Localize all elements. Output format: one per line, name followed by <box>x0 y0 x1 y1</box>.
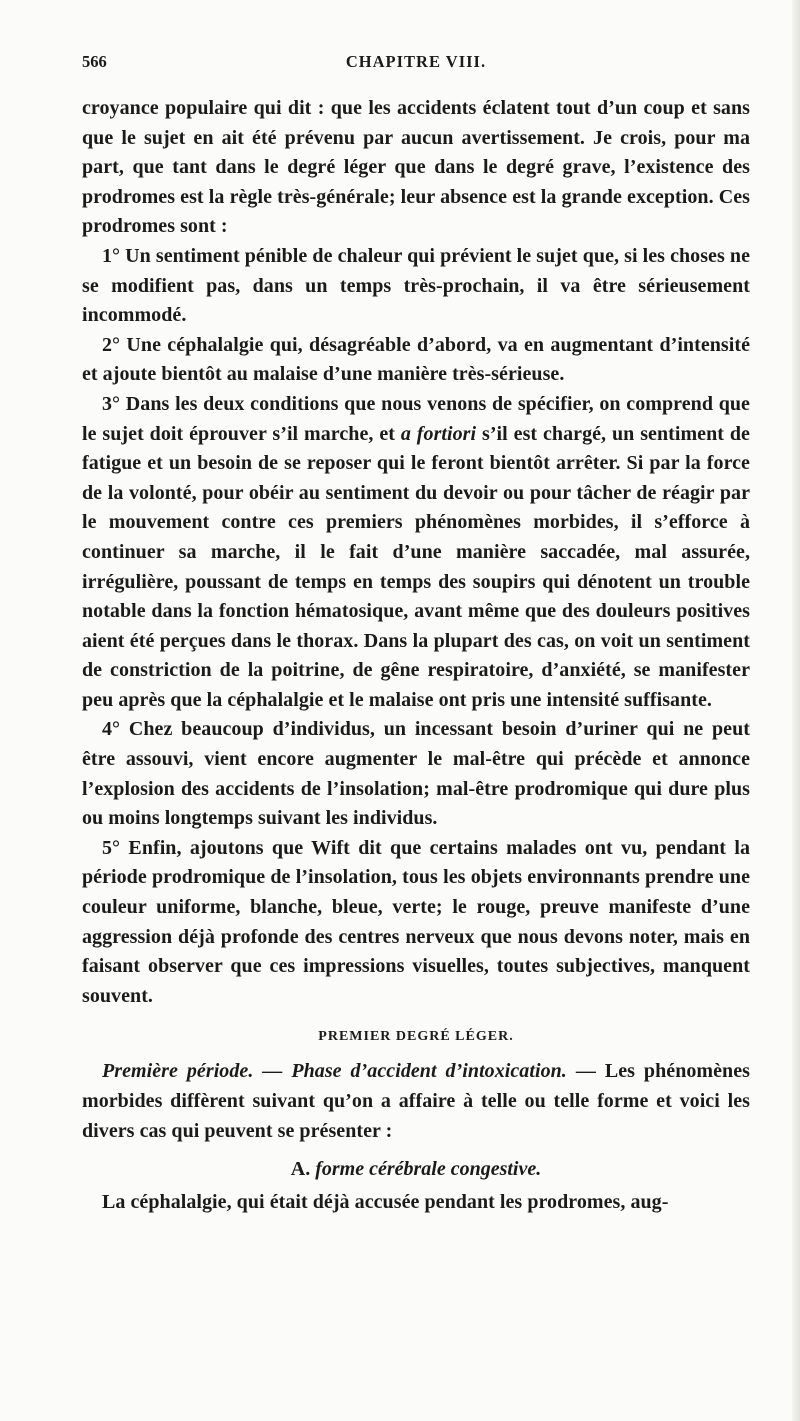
first-period-text: — Les phénomènes morbides diffèrent suivant qu’on a affaire à telle ou telle forme et voici les divers cas qui peuvent se présenter : <box>82 1060 750 1142</box>
section-heading: PREMIER DEGRÉ LÉGER. <box>318 1029 514 1045</box>
subheading-form <box>82 1154 750 1184</box>
paragraph-prodrome-4: 4° Chez beaucoup d’individus, un incessant besoin d’uriner qui ne peut être assouvi, vient encore augmenter le mal-être qui précède et annonce l’explosion des accidents de l’insolation; mal-être prodromique qui dure plus ou moins longtemps suivant les individus. <box>82 718 750 830</box>
running-header <box>82 52 750 82</box>
subheading-letter: A. <box>290 1158 316 1181</box>
paragraph-prodrome-3 <box>82 390 750 716</box>
prodrome-3-italic: a fortiori <box>400 422 477 445</box>
paragraph-first-period <box>82 1057 750 1146</box>
prodrome-3-text-a: 3° Dans les deux conditions que nous venons de spécifier, on comprend que le sujet doit éprouver s’il marche, et <box>82 392 750 445</box>
first-period-italic: Première période. — Phase d’accident d’intoxication. <box>102 1060 567 1083</box>
paragraph-prodrome-2: 2° Une céphalalgie qui, désagréable d’abord, va en augmentant d’intensité et ajoute bientôt au malaise d’une manière très-sérieuse. <box>82 333 750 386</box>
paragraph-prodrome-5: 5° Enfin, ajoutons que Wift dit que certains malades ont vu, pendant la période prodromique de l’insolation, tous les objets environnants prendre une couleur uniforme, blanche, bleue, verte; le rouge, preuve manifeste d’une aggression déjà profonde des centres nerveux que nous devons noter, mais en faisant observer que ces impressions visuelles, toutes subjectives, manquent souvent. <box>82 836 750 1007</box>
page-edge-shadow <box>792 0 800 1421</box>
chapter-title: CHAPITRE VIII. <box>345 52 487 71</box>
paragraph-prodrome-1: 1° Un sentiment pénible de chaleur qui prévient le sujet que, si les choses ne se modifient pas, dans un temps très-prochain, il va être sérieusement incommodé. <box>82 244 750 327</box>
page-number: 566 <box>82 52 107 71</box>
book-page <box>82 52 750 1218</box>
page-body <box>82 94 750 1218</box>
paragraph-last-line: La céphalalgie, qui était déjà accusée pendant les prodromes, aug- <box>102 1191 669 1214</box>
subheading-italic: forme cérébrale congestive. <box>315 1158 542 1181</box>
prodrome-3-text-b: s’il est chargé, un sentiment de fatigue et un besoin de se reposer qui le feront bientôt arrêter. Si par la force de la volonté, pour obéir au sentiment du devoir ou pour tâcher de réagir par le mouvement contre ces premiers phénomènes morbides, il s’efforce à continuer sa marche, il le fait d’une manière saccadée, mal assurée, irrégulière, poussant de temps en temps des soupirs qui dénotent un trouble notable dans la fonction hématosique, avant même que des douleurs positives aient été perçues dans le thorax. Dans la plupart des cas, on voit un sentiment de constriction de la poitrine, de gêne respiratoire, d’anxiété, se manifester peu après que la céphalalgie et le malaise ont pris une intensité suffisante. <box>82 422 750 711</box>
paragraph-intro: croyance populaire qui dit : que les accidents éclatent tout d’un coup et sans que le sujet en ait été prévenu par aucun avertissement. Je crois, pour ma part, que tant dans le degré léger que dans le degré grave, l’existence des prodromes est la règle très-générale; leur absence est la grande exception. Ces prodromes sont : <box>82 97 750 238</box>
